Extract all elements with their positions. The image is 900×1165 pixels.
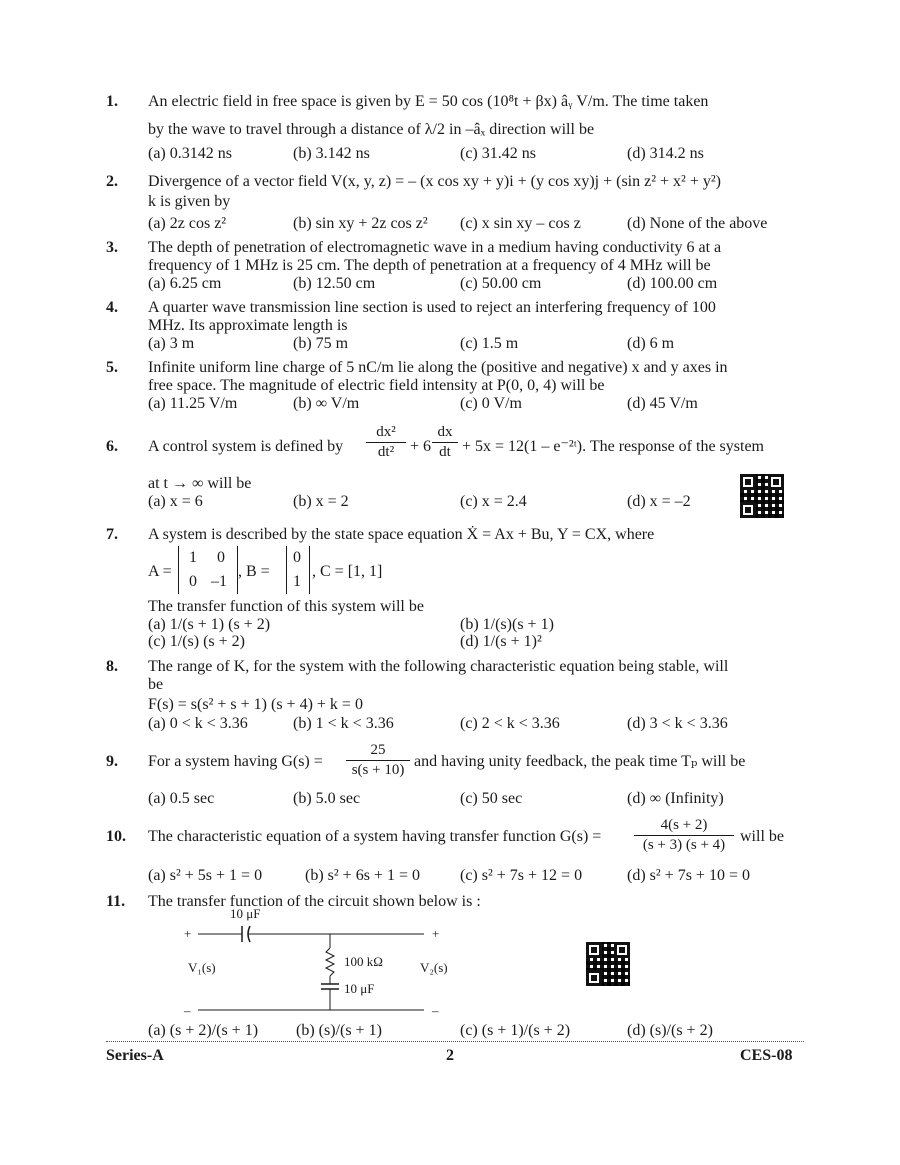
question-number: 4. [106,299,118,316]
option-a: (a) x = 6 [148,493,203,510]
option-a: (a) 1/(s + 1) (s + 2) [148,616,271,633]
fraction [634,816,734,855]
denominator: dt [439,444,451,460]
question-number: 5. [106,359,118,376]
option-b: (b) sin xy + 2z cos z² [293,215,428,232]
question-text: Divergence of a vector field V(x, y, z) = – (x cos xy + y)i + (y cos xy)j + (sin z² + x² + y²) [148,173,721,190]
question-text: For a system having G(s) = [148,753,323,770]
question-text: frequency of 1 MHz is 25 cm. The depth of penetration at a frequency of 4 MHz will be [148,257,711,274]
question-text: MHz. Its approximate length is [148,317,348,334]
matrix-c-text: , C = [1, 1] [312,563,383,580]
matrix-b [286,546,310,594]
resistor-label: 100 kΩ [344,954,383,969]
option-c: (c) 31.42 ns [460,145,536,162]
capacitor-2-label: 10 μF [344,981,375,996]
matrix-cell: 0 [293,549,301,566]
output-plus: + [432,926,440,941]
resistor-symbol [326,948,334,976]
denominator: s(s + 10) [351,762,405,778]
question-text: The transfer function of this system will be [148,598,424,615]
qr-code-icon [586,942,630,986]
question-number: 8. [106,658,118,675]
option-d: (d) 6 m [627,335,675,352]
question-text: will be [740,828,784,845]
footer-divider [106,1041,804,1042]
option-a: (a) (s + 2)/(s + 1) [148,1022,259,1039]
question-text: and having unity feedback, the peak time Tₚ will be [414,753,746,770]
option-a: (a) s² + 5s + 1 = 0 [148,867,263,884]
matrix-b-label: , B = [238,563,270,580]
question-number: 10. [106,828,126,845]
option-b: (b) 75 m [293,335,349,352]
option-a: (a) 11.25 V/m [148,395,238,412]
numerator: 25 [346,741,410,761]
option-c: (c) x = 2.4 [460,493,527,510]
question-text: at t → ∞ will be [148,475,252,492]
option-c: (c) 1/(s) (s + 2) [148,633,245,650]
question-text: The transfer function of the circuit shown below is : [148,893,481,910]
matrix-a [178,546,238,594]
option-c: (c) (s + 1)/(s + 2) [460,1022,571,1039]
option-b: (b) 3.142 ns [293,145,370,162]
question-text: The range of K, for the system with the following characteristic equation being stable, will [148,658,729,675]
operator: + 6 [410,438,432,455]
option-c: (c) s² + 7s + 12 = 0 [460,867,583,884]
denominator: (s + 3) (s + 4) [642,837,726,853]
output-voltage-label: V₂(s) [420,960,448,975]
question-text: free space. The magnitude of electric field intensity at P(0, 0, 4) will be [148,377,605,394]
matrix-cell: 0 [217,549,225,566]
matrix-cell: 1 [293,573,301,590]
matrix-cell: 1 [189,549,197,566]
option-c: (c) 0 V/m [460,395,522,412]
input-plus: + [184,926,192,941]
option-c: (c) 2 < k < 3.36 [460,715,560,732]
option-b: (b) x = 2 [293,493,349,510]
question-text: A quarter wave transmission line section is used to reject an interfering frequency of 100 [148,299,716,316]
question-number: 3. [106,239,118,256]
question-number: 9. [106,753,118,770]
option-d: (d) (s)/(s + 2) [627,1022,713,1039]
fraction [366,423,406,462]
fraction [432,423,458,462]
question-text: k is given by [148,193,231,210]
series-label: Series-A [106,1047,164,1064]
input-voltage-label: V₁(s) [188,960,216,975]
question-text: An electric field in free space is given by E = 50 cos (10⁸t + βx) âᵧ V/m. The time taken [148,93,709,110]
option-a: (a) 3 m [148,335,195,352]
option-b: (b) 1 < k < 3.36 [293,715,394,732]
qr-code-icon [740,474,784,518]
question-text: The depth of penetration of electromagnetic wave in a medium having conductivity 6 at a [148,239,722,256]
question-text: A system is described by the state space equation Ẋ = Ax + Bu, Y = CX, where [148,526,655,543]
option-b: (b) 1/(s)(s + 1) [460,616,554,633]
page-number: 2 [446,1047,454,1064]
question-text: Infinite uniform line charge of 5 nC/m lie along the (positive and negative) x and y axes in [148,359,728,376]
output-minus: – [432,1003,439,1018]
option-d: (d) 3 < k < 3.36 [627,715,728,732]
question-text: A control system is defined by [148,438,344,455]
option-d: (d) 100.00 cm [627,275,718,292]
option-d: (d) 314.2 ns [627,145,704,162]
question-text: by the wave to travel through a distance of λ/2 in –âₓ direction will be [148,121,595,138]
option-d: (d) s² + 7s + 10 = 0 [627,867,750,884]
matrix-a-label: A = [148,563,172,580]
matrix-cell: –1 [211,573,227,590]
question-number: 7. [106,526,118,543]
option-b: (b) ∞ V/m [293,395,360,412]
option-c: (c) 50 sec [460,790,523,807]
input-minus: – [184,1003,191,1018]
denominator: dt² [377,444,395,460]
option-d: (d) 45 V/m [627,395,698,412]
option-a: (a) 6.25 cm [148,275,222,292]
numerator: dx [432,423,458,443]
option-d: (d) ∞ (Infinity) [627,790,724,807]
capacitor-1-label: 10 μF [230,906,261,921]
option-c: (c) 1.5 m [460,335,519,352]
option-b: (b) s² + 6s + 1 = 0 [305,867,420,884]
matrix-cell: 0 [189,573,197,590]
option-b: (b) 5.0 sec [293,790,361,807]
option-b: (b) 12.50 cm [293,275,376,292]
option-a: (a) 0 < k < 3.36 [148,715,248,732]
option-d: (d) None of the above [627,215,768,232]
numerator: dx² [366,423,406,443]
paper-code: CES-08 [740,1047,793,1064]
option-a: (a) 0.5 sec [148,790,215,807]
option-c: (c) 50.00 cm [460,275,542,292]
question-text: The characteristic equation of a system having transfer function G(s) = [148,828,602,845]
question-text: + 5x = 12(1 – e⁻²ᵗ). The response of the system [462,438,764,455]
option-d: (d) 1/(s + 1)² [460,633,542,650]
option-b: (b) (s)/(s + 1) [296,1022,382,1039]
option-a: (a) 2z cos z² [148,215,227,232]
equation: F(s) = s(s² + s + 1) (s + 4) + k = 0 [148,696,363,713]
fraction [346,741,410,780]
question-number: 2. [106,173,118,190]
numerator: 4(s + 2) [634,816,734,836]
question-number: 11. [106,893,126,910]
option-d: (d) x = –2 [627,493,691,510]
question-text: be [148,676,164,693]
circuit-diagram [180,904,460,1020]
question-number: 6. [106,438,118,455]
option-c: (c) x sin xy – cos z [460,215,581,232]
option-a: (a) 0.3142 ns [148,145,232,162]
question-number: 1. [106,93,118,110]
